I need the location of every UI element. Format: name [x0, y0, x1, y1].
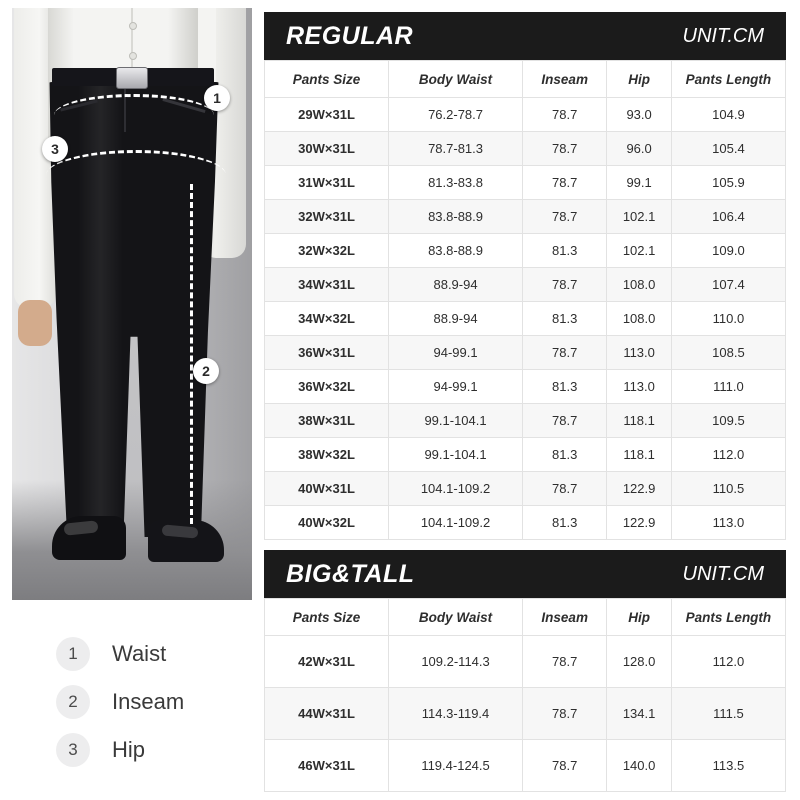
table-header-row: [265, 599, 786, 636]
cell-hip: 102.1: [607, 234, 672, 268]
table-row: [265, 234, 786, 268]
table-header-row: [265, 61, 786, 98]
cell-inseam: 78.7: [523, 336, 607, 370]
cell-hip: 113.0: [607, 336, 672, 370]
cell-size: 36W×31L: [265, 336, 389, 370]
table-row: [265, 166, 786, 200]
cell-inseam: 78.7: [523, 688, 607, 740]
cell-body-waist: 88.9-94: [389, 268, 523, 302]
bigtall-size-table-block: [264, 550, 786, 792]
legend-item-waist: [56, 630, 256, 678]
cell-inseam: 78.7: [523, 200, 607, 234]
cell-body-waist: 88.9-94: [389, 302, 523, 336]
column-header-inseam: Inseam: [523, 61, 607, 98]
table-row: [265, 268, 786, 302]
cell-size: 34W×31L: [265, 268, 389, 302]
cell-inseam: 81.3: [523, 302, 607, 336]
cell-hip: 102.1: [607, 200, 672, 234]
column-header-pants-size: Pants Size: [265, 599, 389, 636]
cell-size: 42W×31L: [265, 636, 389, 688]
cell-pants-length: 105.4: [671, 132, 785, 166]
cell-body-waist: 94-99.1: [389, 336, 523, 370]
product-diagram-panel: [0, 0, 258, 800]
column-header-body-waist: Body Waist: [389, 599, 523, 636]
cell-hip: 122.9: [607, 506, 672, 540]
cell-pants-length: 112.0: [671, 438, 785, 472]
belt-buckle-icon: [116, 67, 148, 89]
column-header-inseam: Inseam: [523, 599, 607, 636]
cell-body-waist: 99.1-104.1: [389, 404, 523, 438]
cell-pants-length: 109.5: [671, 404, 785, 438]
cell-size: 34W×32L: [265, 302, 389, 336]
cell-size: 40W×32L: [265, 506, 389, 540]
cell-inseam: 78.7: [523, 268, 607, 302]
cell-pants-length: 113.0: [671, 506, 785, 540]
shirt-button: [129, 52, 137, 60]
cell-inseam: 81.3: [523, 438, 607, 472]
legend-item-inseam: [56, 678, 256, 726]
table-row: [265, 370, 786, 404]
legend-number: 3: [56, 733, 90, 767]
cell-inseam: 78.7: [523, 404, 607, 438]
cell-inseam: 81.3: [523, 234, 607, 268]
regular-size-table: [264, 60, 786, 540]
table-row: [265, 200, 786, 234]
cell-inseam: 78.7: [523, 132, 607, 166]
column-header-pants-length: Pants Length: [671, 599, 785, 636]
cell-size: 31W×31L: [265, 166, 389, 200]
table-row: [265, 740, 786, 792]
cell-size: 46W×31L: [265, 740, 389, 792]
cell-pants-length: 110.5: [671, 472, 785, 506]
cell-body-waist: 104.1-109.2: [389, 506, 523, 540]
cell-body-waist: 94-99.1: [389, 370, 523, 404]
regular-table-title: REGULAR: [286, 21, 414, 50]
cell-size: 29W×31L: [265, 98, 389, 132]
cell-hip: 122.9: [607, 472, 672, 506]
cell-size: 32W×32L: [265, 234, 389, 268]
cell-pants-length: 113.5: [671, 740, 785, 792]
cell-pants-length: 108.5: [671, 336, 785, 370]
cell-size: 44W×31L: [265, 688, 389, 740]
regular-table-header: [264, 12, 786, 60]
cell-hip: 140.0: [607, 740, 672, 792]
cell-body-waist: 83.8-88.9: [389, 200, 523, 234]
cell-body-waist: 114.3-119.4: [389, 688, 523, 740]
size-tables-panel: [258, 0, 800, 800]
cell-hip: 113.0: [607, 370, 672, 404]
cell-size: 40W×31L: [265, 472, 389, 506]
inseam-measure-line: [190, 184, 193, 524]
cell-hip: 134.1: [607, 688, 672, 740]
cell-inseam: 81.3: [523, 506, 607, 540]
table-row: [265, 132, 786, 166]
legend-number: 1: [56, 637, 90, 671]
left-hand: [18, 300, 52, 346]
cell-body-waist: 83.8-88.9: [389, 234, 523, 268]
cell-inseam: 78.7: [523, 98, 607, 132]
cell-size: 38W×32L: [265, 438, 389, 472]
table-row: [265, 404, 786, 438]
cell-pants-length: 106.4: [671, 200, 785, 234]
pants-photo: [12, 8, 252, 600]
cell-body-waist: 99.1-104.1: [389, 438, 523, 472]
legend-label: Inseam: [112, 689, 185, 714]
table-row: [265, 438, 786, 472]
legend-label: Hip: [112, 737, 146, 762]
bigtall-size-table: [264, 598, 786, 792]
cell-body-waist: 76.2-78.7: [389, 98, 523, 132]
cell-pants-length: 111.0: [671, 370, 785, 404]
waist-callout: 1: [204, 85, 230, 111]
cell-hip: 99.1: [607, 166, 672, 200]
bigtall-table-header: [264, 550, 786, 598]
cell-inseam: 78.7: [523, 472, 607, 506]
cell-hip: 93.0: [607, 98, 672, 132]
cell-hip: 108.0: [607, 302, 672, 336]
cell-pants-length: 111.5: [671, 688, 785, 740]
cell-hip: 118.1: [607, 404, 672, 438]
table-row: [265, 98, 786, 132]
measurement-legend: [56, 630, 256, 774]
cell-pants-length: 107.4: [671, 268, 785, 302]
table-row: [265, 302, 786, 336]
cell-body-waist: 119.4-124.5: [389, 740, 523, 792]
column-header-hip: Hip: [607, 599, 672, 636]
cell-body-waist: 104.1-109.2: [389, 472, 523, 506]
cell-size: 36W×32L: [265, 370, 389, 404]
cell-hip: 96.0: [607, 132, 672, 166]
cell-inseam: 78.7: [523, 740, 607, 792]
regular-table-unit: UNIT.CM: [682, 24, 764, 47]
cell-hip: 108.0: [607, 268, 672, 302]
column-header-body-waist: Body Waist: [389, 61, 523, 98]
regular-size-table-block: [264, 12, 786, 540]
table-row: [265, 688, 786, 740]
cell-size: 38W×31L: [265, 404, 389, 438]
cell-inseam: 78.7: [523, 166, 607, 200]
column-header-pants-length: Pants Length: [671, 61, 785, 98]
cell-body-waist: 81.3-83.8: [389, 166, 523, 200]
cell-body-waist: 109.2-114.3: [389, 636, 523, 688]
cell-pants-length: 112.0: [671, 636, 785, 688]
cell-size: 30W×31L: [265, 132, 389, 166]
legend-label: Waist: [112, 641, 167, 666]
cell-inseam: 78.7: [523, 636, 607, 688]
table-row: [265, 506, 786, 540]
cell-inseam: 81.3: [523, 370, 607, 404]
shirt-button: [129, 22, 137, 30]
inseam-callout: 2: [193, 358, 219, 384]
cell-pants-length: 104.9: [671, 98, 785, 132]
cell-hip: 128.0: [607, 636, 672, 688]
column-header-hip: Hip: [607, 61, 672, 98]
cell-pants-length: 110.0: [671, 302, 785, 336]
hip-callout: 3: [42, 136, 68, 162]
cell-pants-length: 109.0: [671, 234, 785, 268]
table-row: [265, 472, 786, 506]
legend-item-hip: [56, 726, 256, 774]
cell-pants-length: 105.9: [671, 166, 785, 200]
bigtall-table-unit: UNIT.CM: [682, 562, 764, 585]
table-row: [265, 636, 786, 688]
table-row: [265, 336, 786, 370]
cell-size: 32W×31L: [265, 200, 389, 234]
cell-body-waist: 78.7-81.3: [389, 132, 523, 166]
cell-hip: 118.1: [607, 438, 672, 472]
legend-number: 2: [56, 685, 90, 719]
column-header-pants-size: Pants Size: [265, 61, 389, 98]
bigtall-table-title: BIG&TALL: [286, 559, 415, 588]
